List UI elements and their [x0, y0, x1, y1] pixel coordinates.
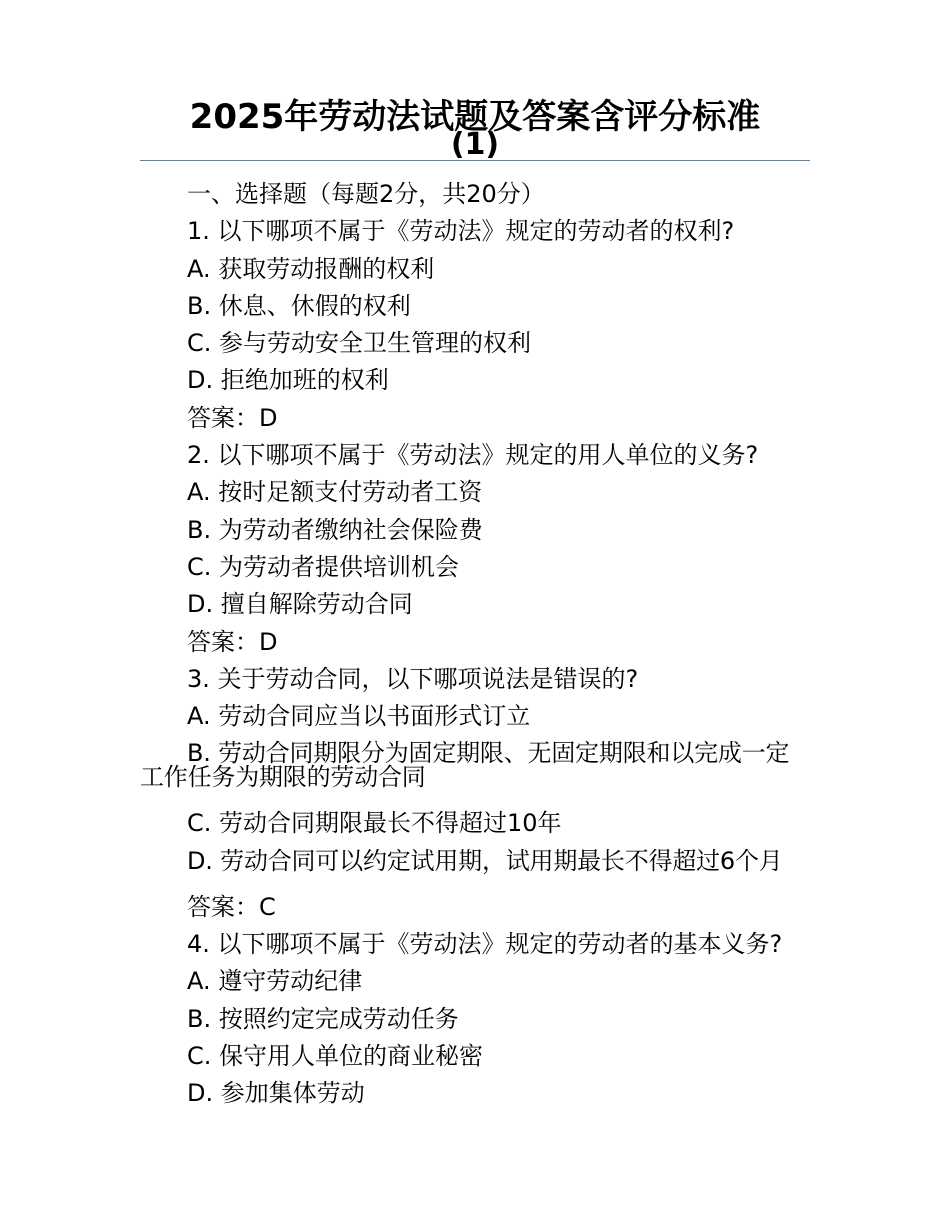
question-4-option-a: A. 遵守劳动纪律	[187, 967, 363, 996]
question-4-option-b: B. 按照约定完成劳动任务	[187, 1004, 459, 1033]
question-1-option-c: C. 参与劳动安全卫生管理的权利	[187, 329, 532, 358]
question-1-option-d: D. 拒绝加班的权利	[187, 366, 389, 395]
document-title-continuation: (1)	[450, 130, 500, 160]
question-1-option-a: A. 获取劳动报酬的权利	[187, 254, 435, 283]
question-3-option-a: A. 劳动合同应当以书面形式订立	[187, 702, 531, 731]
document-body	[140, 176, 810, 1113]
question-2-answer: 答案：D	[187, 627, 278, 656]
question-3-option-b: B. 劳动合同期限分为固定期限、无固定期限和以完成一定工作任务为期限的劳动合同	[140, 739, 790, 792]
question-2: 2. 以下哪项不属于《劳动法》规定的用人单位的义务?	[187, 441, 759, 470]
question-4-option-d: D. 参加集体劳动	[187, 1079, 365, 1108]
document-title: 2025年劳动法试题及答案含评分标准	[189, 97, 761, 137]
question-2-option-c: C. 为劳动者提供培训机会	[187, 552, 460, 581]
question-1-answer: 答案：D	[187, 403, 278, 432]
question-2-option-b: B. 为劳动者缴纳社会保险费	[187, 515, 483, 544]
question-3-option-c: C. 劳动合同期限最长不得超过10年	[187, 809, 562, 838]
question-2-option-d: D. 擅自解除劳动合同	[187, 590, 413, 619]
question-4: 4. 以下哪项不属于《劳动法》规定的劳动者的基本义务?	[187, 930, 783, 959]
question-4-option-c: C. 保守用人单位的商业秘密	[187, 1041, 484, 1070]
question-2-option-a: A. 按时足额支付劳动者工资	[187, 478, 483, 507]
question-1: 1. 以下哪项不属于《劳动法》规定的劳动者的权利?	[187, 217, 735, 246]
question-1-option-b: B. 休息、休假的权利	[187, 291, 411, 320]
title-underline	[140, 160, 810, 161]
question-3-option-d: D. 劳动合同可以约定试用期，试用期最长不得超过6个月	[187, 846, 783, 875]
section-heading: 一、选择题（每题2分，共20分）	[187, 180, 545, 208]
question-3-answer: 答案：C	[187, 892, 276, 921]
question-3: 3. 关于劳动合同，以下哪项说法是错误的?	[187, 664, 639, 693]
